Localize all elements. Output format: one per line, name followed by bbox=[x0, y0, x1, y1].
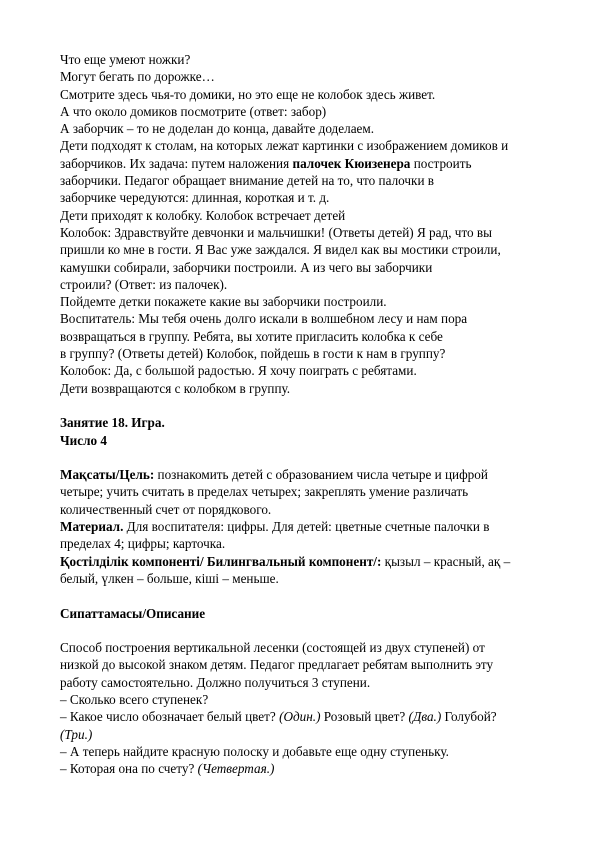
text-line: в группу? (Ответы детей) Колобок, пойдешь в гости к нам в группу? bbox=[60, 346, 446, 362]
text-line: – А теперь найдите красную полоску и добавьте еще одну ступеньку. bbox=[60, 743, 449, 759]
text-line: Воспитатель: Мы тебя очень долго искали в волшебном лесу и нам пора bbox=[60, 311, 468, 327]
spacer bbox=[60, 397, 546, 414]
question-text: Розовый цвет? bbox=[320, 709, 409, 725]
text-line: пришли ко мне в гости. Я Вас уже заждался. Я видел как вы мостики строили, bbox=[60, 242, 501, 258]
text-line: Колобок: Да, с большой радостью. Я хочу поиграть с ребятами. bbox=[60, 363, 417, 379]
question-text: Голубой? bbox=[441, 709, 497, 725]
goal-section bbox=[60, 466, 546, 518]
color-question-line bbox=[60, 708, 546, 725]
text-line: Способ построения вертикальной лесенки (состоящей из двух ступеней) от bbox=[60, 640, 485, 656]
order-question-line bbox=[60, 760, 546, 777]
text-fragment: построить bbox=[410, 155, 472, 171]
text-fragment: заборчиков. Их задача: путем наложения bbox=[60, 155, 293, 171]
question-text: – Какое число обозначает белый цвет? bbox=[60, 709, 280, 725]
answer-text: (Четвертая.) bbox=[197, 761, 275, 777]
text-line: А заборчик – то не доделан до конца, давайте доделаем. bbox=[60, 121, 375, 137]
answer-text: (Один.) bbox=[279, 709, 321, 725]
text-line: заборчике чередуются: длинная, короткая и т. д. bbox=[60, 190, 330, 206]
text-line: А что около домиков посмотрите (ответ: забор) bbox=[60, 103, 327, 119]
lesson-title: Занятие 18. Игра. bbox=[60, 415, 165, 431]
goal-text: четыре; учить считать в пределах четырех; закреплять умение различать bbox=[60, 484, 469, 500]
text-line-cuisenaire bbox=[60, 155, 546, 172]
text-line: – Сколько всего ступенек? bbox=[60, 691, 209, 707]
document-page bbox=[60, 51, 546, 777]
bilingual-label: Қостілділік компоненті/ Билингвальный компонент/: bbox=[60, 553, 382, 569]
text-line: Дети подходят к столам, на которых лежат картинки с изображением домиков и bbox=[60, 138, 509, 154]
text-line: заборчики. Педагог обращает внимание детей на то, что палочки в bbox=[60, 173, 435, 189]
goal-label: Мақсаты/Цель: bbox=[60, 467, 155, 483]
answer-text: (Два.) bbox=[408, 709, 442, 725]
text-line: Дети приходят к колобку. Колобок встречает детей bbox=[60, 207, 346, 223]
material-label: Материал. bbox=[60, 519, 124, 535]
bilingual-text: белый, үлкен – больше, кіші – меньше. bbox=[60, 570, 279, 586]
spacer bbox=[60, 449, 546, 466]
text-line: Что еще умеют ножки? bbox=[60, 52, 191, 67]
material-section bbox=[60, 518, 546, 553]
lesson-subtitle: Число 4 bbox=[60, 432, 108, 448]
text-line: Пойдемте детки покажете какие вы заборчики построили. bbox=[60, 294, 387, 310]
spacer bbox=[60, 587, 546, 604]
text-line: строили? (Ответ: из палочек). bbox=[60, 276, 228, 292]
answer-text: (Три.) bbox=[60, 726, 93, 742]
text-line: Колобок: Здравствуйте девчонки и мальчишки! (Ответы детей) Я рад, что вы bbox=[60, 224, 493, 240]
goal-text: количественный счет от порядкового. bbox=[60, 501, 272, 517]
spacer bbox=[60, 622, 546, 639]
text-line: камушки собирали, заборчики построили. А из чего вы заборчики bbox=[60, 259, 433, 275]
question-text: – Которая она по счету? bbox=[60, 761, 198, 777]
text-line: возвращаться в группу. Ребята, вы хотите пригласить колобка к себе bbox=[60, 328, 443, 344]
description-heading: Сипаттамасы/Описание bbox=[60, 605, 206, 621]
material-text: пределах 4; цифры; карточка. bbox=[60, 536, 226, 552]
bilingual-text: қызыл – красный, ақ – bbox=[381, 553, 511, 569]
bilingual-section bbox=[60, 553, 546, 588]
goal-text: познакомить детей с образованием числа четыре и цифрой bbox=[154, 467, 488, 483]
text-block-1 bbox=[60, 51, 546, 397]
text-line: Смотрите здесь чья-то домики, но это еще не колобок здесь живет. bbox=[60, 86, 436, 102]
description-section bbox=[60, 639, 546, 777]
text-line: Могут бегать по дорожке… bbox=[60, 69, 215, 85]
text-line: низкой до высокой знаком детям. Педагог предлагает ребятам выполнить эту bbox=[60, 657, 494, 673]
text-line: работу самостоятельно. Должно получиться 3 ступени. bbox=[60, 674, 371, 690]
material-text: Для воспитателя: цифры. Для детей: цветные счетные палочки в bbox=[123, 519, 490, 535]
text-line: Дети возвращаются с колобком в группу. bbox=[60, 380, 291, 396]
cuisenaire-rods-term: палочек Кюизенера bbox=[292, 155, 411, 171]
